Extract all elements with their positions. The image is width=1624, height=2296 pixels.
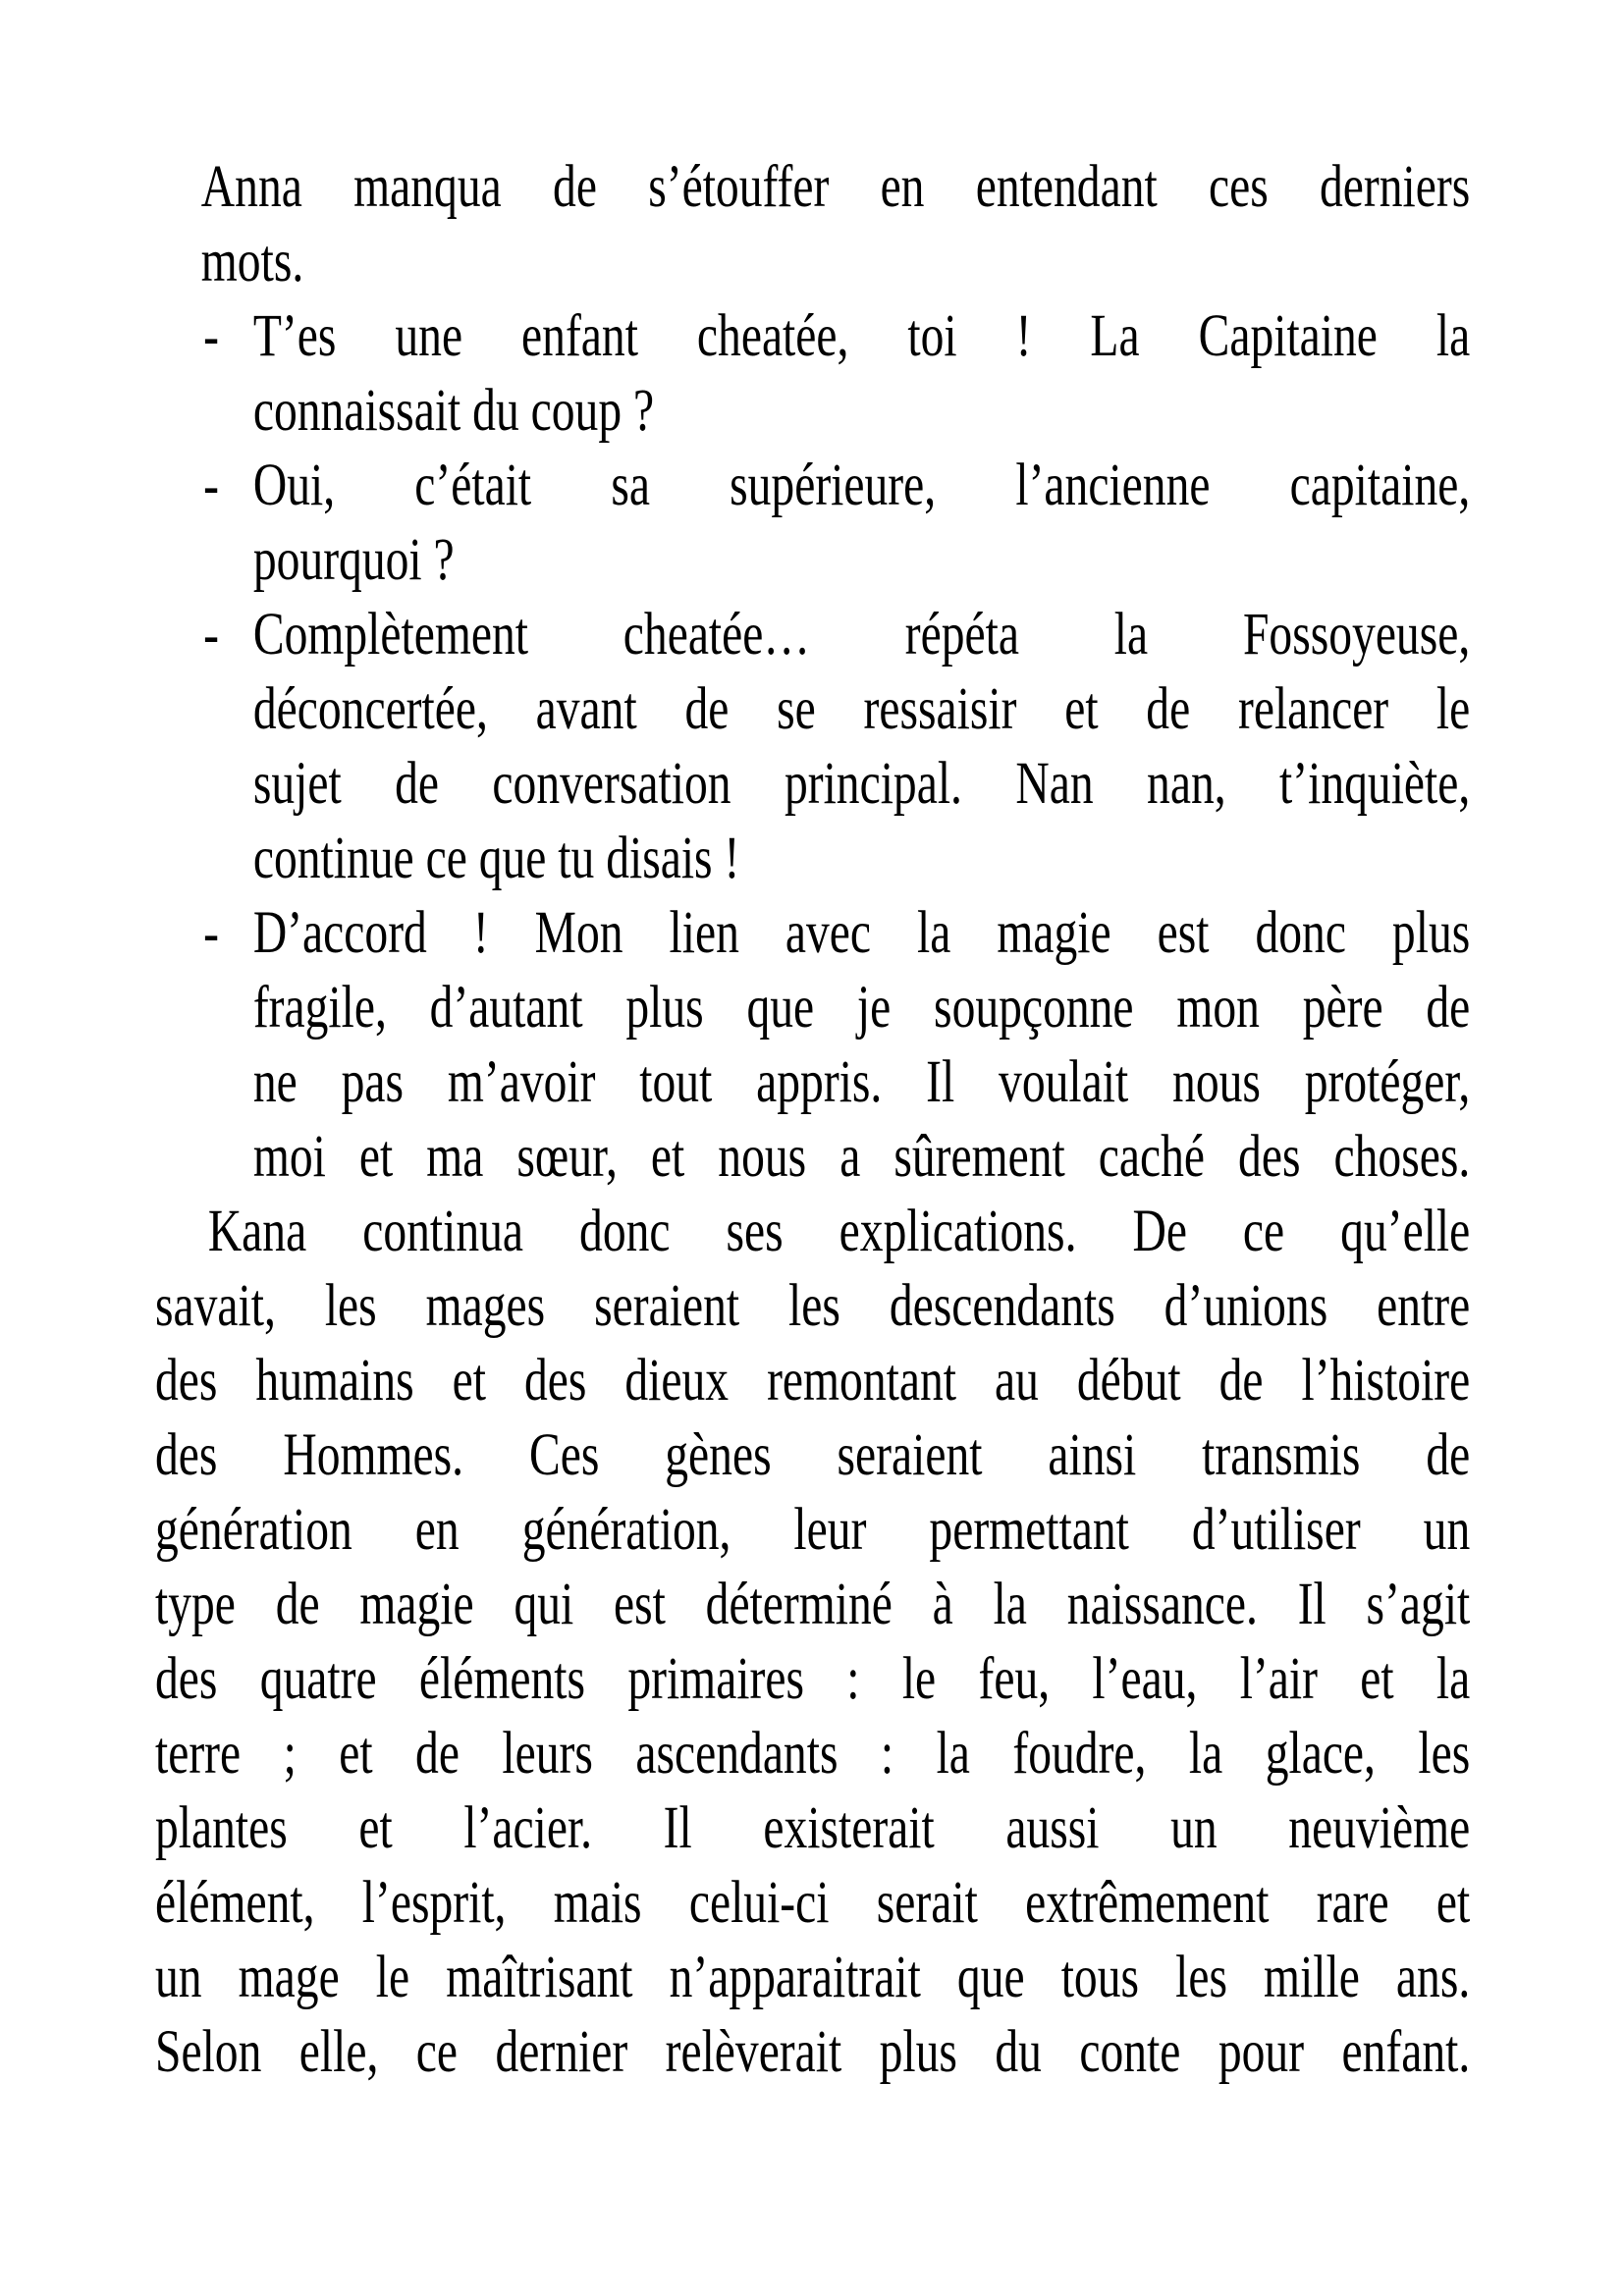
text-line: plantes et l’acier. Il existerait aussi un neuvième [155,1795,1471,1861]
text-line: des Hommes. Ces gènes seraient ainsi transmis de [155,1422,1471,1488]
text-line: continue ce que tu disais ! [252,826,740,891]
text-line: Selon elle, ce dernier relèverait plus du conte pour enfant. [155,2019,1471,2085]
paragraph [155,1195,1470,2090]
dialogue-dash-marker: - [203,303,219,369]
text-line: déconcertée, avant de se ressaisir et de relancer le [252,676,1471,742]
dialogue-dash-marker: - [203,602,219,667]
dialogue-paragraph [155,299,1470,449]
text-line: fragile, d’autant plus que je soupçonne mon père de [252,975,1471,1041]
text-line: sujet de conversation principal. Nan nan, t’inquiète, [252,751,1471,817]
dialogue-paragraph [155,598,1470,896]
text-line: T’es une enfant cheatée, toi ! La Capitaine la [252,303,1471,369]
text-line: savait, les mages seraient les descendants d’unions entre [155,1273,1471,1339]
dialogue-paragraph [155,896,1470,1195]
text-line: type de magie qui est déterminé à la naissance. Il s’agit [155,1572,1471,1637]
text-line: pourquoi ? [252,527,455,593]
text-line: mots. [200,229,304,294]
text-line: génération en génération, leur permettant d’utiliser un [155,1497,1471,1563]
text-line: Complètement cheatée… répéta la Fossoyeuse, [252,602,1471,667]
dialogue-dash-marker: - [203,453,219,518]
text-line: Kana continua donc ses explications. De ce qu’elle [207,1199,1471,1264]
page-text [155,150,1470,2090]
text-line: élément, l’esprit, mais celui-ci serait extrêmement rare et [155,1870,1471,1936]
text-line: connaissait du coup ? [252,378,655,444]
text-line: un mage le maîtrisant n’apparaitrait que tous les mille ans. [155,1945,1471,2010]
text-line: ne pas m’avoir tout appris. Il voulait nous protéger, [252,1049,1471,1115]
dialogue-dash-marker: - [203,900,219,966]
text-line: Oui, c’était sa supérieure, l’ancienne capitaine, [252,453,1471,518]
text-line: D’accord ! Mon lien avec la magie est donc plus [252,900,1471,966]
text-line: des quatre éléments primaires : le feu, l’eau, l’air et la [155,1646,1471,1712]
text-line: moi et ma sœur, et nous a sûrement caché des choses. [252,1124,1471,1190]
text-line: terre ; et de leurs ascendants : la foudre, la glace, les [155,1721,1471,1787]
dialogue-paragraph [155,449,1470,598]
paragraph [201,150,1470,299]
text-line: des humains et des dieux remontant au début de l’histoire [155,1348,1471,1414]
text-line: Anna manqua de s’étouffer en entendant ces derniers [200,154,1471,220]
